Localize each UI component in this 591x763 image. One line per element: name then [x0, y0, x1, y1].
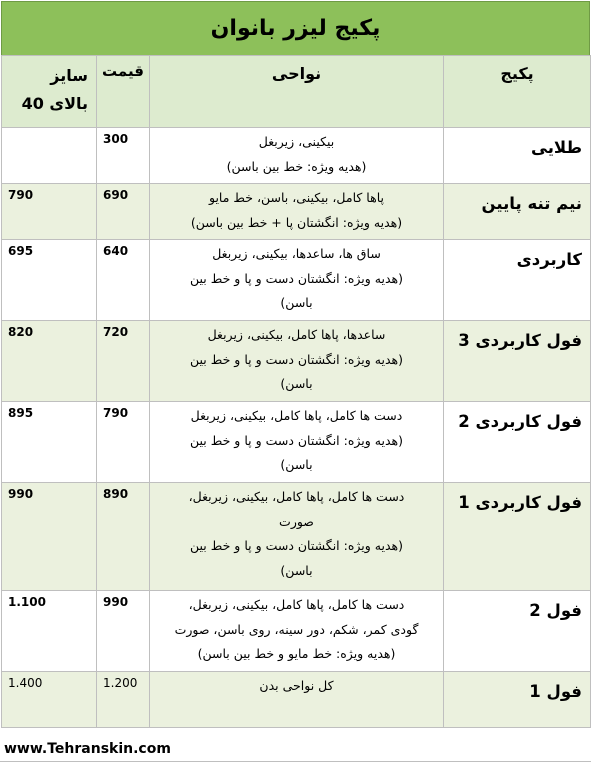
table-row [2, 184, 591, 240]
package-name: نیم تنه پایین [444, 184, 591, 240]
bottom-divider [0, 761, 591, 762]
area-line: بیکینی، زیربغل [258, 134, 335, 149]
area-line: دست ها کامل، پاها کامل، بیکینی، زیربغل، [188, 597, 405, 612]
package-price-size-over-40: 1.100 [2, 591, 97, 672]
area-line: (هدیه ویژه: انگشتان دست و پا و خط بین [190, 351, 403, 367]
header-size-over-40 [2, 56, 97, 128]
price-table [1, 55, 591, 728]
table-row [2, 128, 591, 184]
package-areas [150, 321, 444, 402]
package-areas [150, 591, 444, 672]
table-row [2, 240, 591, 321]
website-footer: www.Tehranskin.com [4, 741, 171, 757]
table-row [2, 591, 591, 672]
package-price-size-over-40: 1.400 [2, 672, 97, 728]
area-line: (هدیه ویژه: خط بین باسن) [226, 158, 367, 174]
package-price: 690 [97, 184, 150, 240]
package-price: 990 [97, 591, 150, 672]
package-price: 890 [97, 483, 150, 591]
area-line: باسن) [280, 376, 313, 391]
package-price-size-over-40: 895 [2, 402, 97, 483]
header-areas: نواحی [150, 56, 444, 128]
package-price: 790 [97, 402, 150, 483]
area-line: دست ها کامل، پاها کامل، بیکینی، زیربغل، [188, 489, 405, 504]
package-price: 640 [97, 240, 150, 321]
header-package: پکیج [444, 56, 591, 128]
area-line: باسن) [280, 295, 313, 310]
package-areas [150, 483, 444, 591]
area-line: (هدیه ویژه: انگشتان پا + خط بین باسن) [190, 214, 403, 230]
package-name: فول 2 [444, 591, 591, 672]
table-row [2, 672, 591, 728]
area-line: ساق ها، ساعدها، بیکینی، زیربغل [212, 246, 381, 261]
package-price-size-over-40: 820 [2, 321, 97, 402]
area-line: (هدیه ویژه: انگشتان دست و پا و خط بین [190, 432, 403, 448]
package-name: کاربردی [444, 240, 591, 321]
package-price-size-over-40: 790 [2, 184, 97, 240]
area-line: ساعدها، پاها کامل، بیکینی، زیربغل [207, 327, 386, 342]
area-line: (هدیه ویژه: خط مایو و خط بین باسن) [197, 646, 396, 661]
table-row [2, 321, 591, 402]
package-price-size-over-40: 990 [2, 483, 97, 591]
area-line: کل نواحی بدن [259, 678, 334, 693]
area-line: پاها کامل، بیکینی، باسن، خط مایو [208, 190, 384, 205]
package-price-size-over-40 [2, 128, 97, 184]
header-size-line2: بالای 40 [21, 94, 88, 113]
package-areas [150, 184, 444, 240]
package-price: 300 [97, 128, 150, 184]
package-price-size-over-40: 695 [2, 240, 97, 321]
package-name: طلایی [444, 128, 591, 184]
area-line: دست ها کامل، پاها کامل، بیکینی، زیربغل [190, 408, 403, 423]
header-row [2, 56, 591, 128]
package-areas [150, 672, 444, 728]
table-row [2, 483, 591, 591]
page-title: پکیج لیزر بانوان [1, 1, 590, 56]
package-name: فول کاربردی 3 [444, 321, 591, 402]
package-areas [150, 240, 444, 321]
package-name: فول کاربردی 2 [444, 402, 591, 483]
package-name: فول 1 [444, 672, 591, 728]
area-line: (هدیه ویژه: انگشتان دست و پا و خط بین [190, 270, 403, 286]
table-row [2, 402, 591, 483]
package-areas [150, 402, 444, 483]
area-line: (هدیه ویژه: انگشتان دست و پا و خط بین [190, 538, 403, 553]
area-line: باسن) [280, 457, 313, 472]
area-line: باسن) [280, 562, 313, 578]
header-size-line1: سایز [50, 66, 88, 85]
header-price: قیمت [97, 56, 150, 128]
area-line: گودی کمر، شکم، دور سینه، روی باسن، صورت [174, 621, 419, 637]
area-line: صورت [279, 513, 314, 529]
package-name: فول کاربردی 1 [444, 483, 591, 591]
package-price: 720 [97, 321, 150, 402]
package-areas [150, 128, 444, 184]
package-price: 1.200 [97, 672, 150, 728]
